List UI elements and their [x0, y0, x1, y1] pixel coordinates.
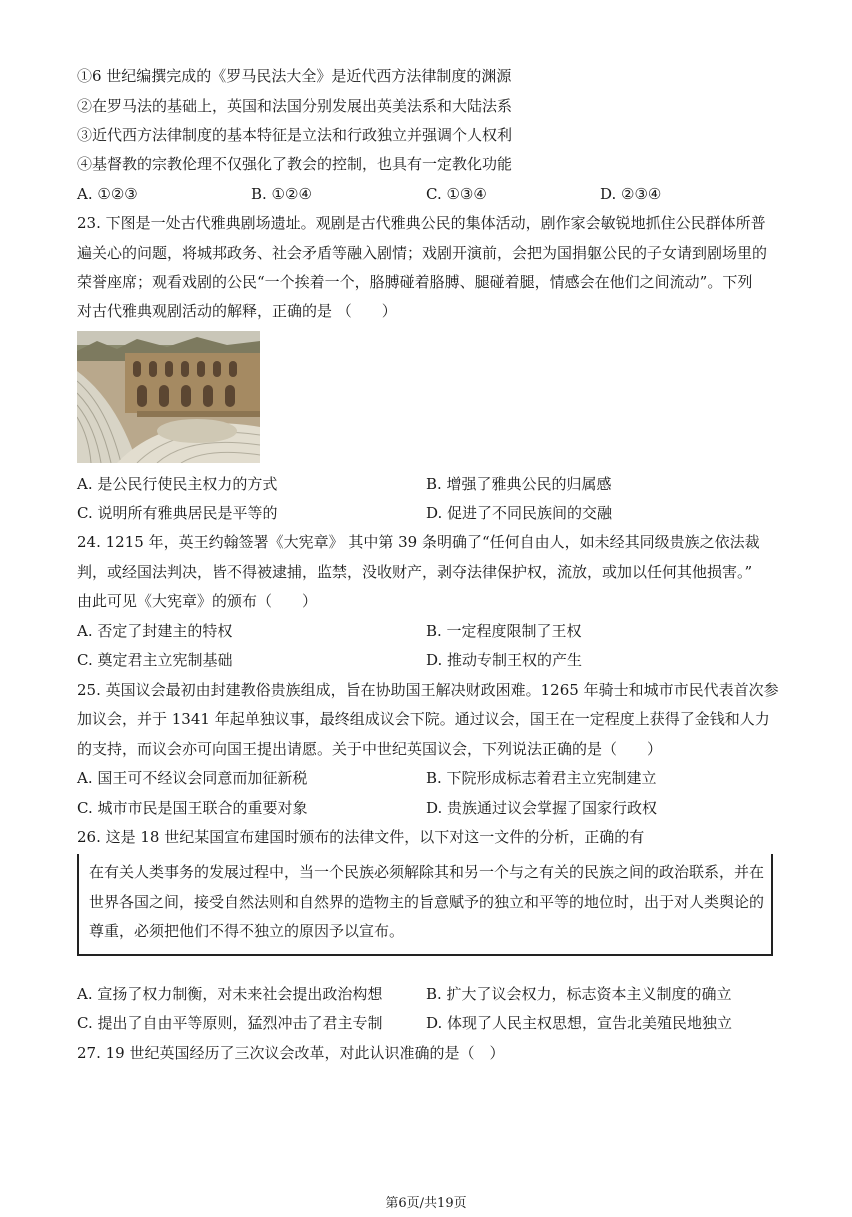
quote-box	[77, 854, 773, 956]
theater-ruins-photo	[77, 331, 260, 463]
statement-4: ④基督教的宗教伦理不仅强化了教会的控制，也具有一定教化功能	[77, 155, 513, 173]
q23-option-c: C. 说明所有雅典居民是平等的	[77, 504, 278, 522]
q23-stem-line-1: 23. 下图是一处古代雅典剧场遗址。观剧是古代雅典公民的集体活动，剧作家会敏锐地抓住公民群体所普	[77, 214, 766, 232]
q23-stem-line-4: 对古代雅典观剧活动的解释，正确的是 （ ）	[77, 302, 397, 320]
q22-option-a: A. ①②③	[77, 185, 138, 203]
q23-option-d: D. 促进了不同民族间的交融	[426, 504, 613, 522]
q24-stem-line-1: 24. 1215 年，英王约翰签署《大宪章》 其中第 39 条明确了“任何自由人，如未经其同级贵族之依法裁	[77, 533, 760, 551]
q23-option-b: B. 增强了雅典公民的归属感	[426, 475, 612, 493]
q24-option-a: A. 否定了封建主的特权	[77, 622, 233, 640]
q25-option-d: D. 贵族通过议会掌握了国家行政权	[426, 799, 658, 817]
quote-line-2: 世界各国之间，接受自然法则和自然界的造物主的旨意赋予的独立和平等的地位时，出于对人类舆论的	[89, 893, 765, 911]
q24-option-d: D. 推动专制王权的产生	[426, 651, 583, 669]
q24-option-c: C. 奠定君主立宪制基础	[77, 651, 233, 669]
q26-option-b: B. 扩大了议会权力，标志资本主义制度的确立	[426, 985, 732, 1003]
q26-option-a: A. 宣扬了权力制衡，对未来社会提出政治构想	[77, 985, 383, 1003]
q24-stem-line-2: 判，或经国法判决，皆不得被逮捕，监禁，没收财产，剥夺法律保护权，流放，或加以任何其他损害。”	[77, 563, 753, 581]
q24-option-b: B. 一定程度限制了王权	[426, 622, 582, 640]
q25-stem-line-3: 的支持，而议会亦可向国王提出请愿。关于中世纪英国议会，下列说法正确的是（ ）	[77, 740, 663, 758]
quote-line-3: 尊重，必须把他们不得不独立的原因予以宣布。	[89, 922, 405, 940]
q25-option-c: C. 城市市民是国王联合的重要对象	[77, 799, 308, 817]
q25-option-b: B. 下院形成标志着君主立宪制建立	[426, 769, 657, 787]
q27-stem: 27. 19 世纪英国经历了三次议会改革，对此认识准确的是（ ）	[77, 1044, 505, 1062]
statement-2: ②在罗马法的基础上，英国和法国分别发展出英美法系和大陆法系	[77, 97, 513, 115]
q22-option-c: C. ①③④	[426, 185, 487, 203]
q24-stem-line-3: 由此可见《大宪章》的颁布（ ）	[77, 592, 318, 610]
q26-option-d: D. 体现了人民主权思想，宣告北美殖民地独立	[426, 1014, 733, 1032]
page-number: 第6页/共19页	[385, 1196, 467, 1211]
q23-stem-line-3: 荣誉座席；观看戏剧的公民“一个挨着一个，胳膊碰着胳膊、腿碰着腿，情感会在他们之间流动”。下列	[77, 273, 753, 291]
q25-option-a: A. 国王可不经议会同意而加征新税	[77, 769, 308, 787]
q26-stem: 26. 这是 18 世纪某国宣布建国时颁布的法律文件，以下对这一文件的分析，正确的有	[77, 828, 645, 846]
q23-stem-line-2: 遍关心的问题，将城邦政务、社会矛盾等融入剧情；戏剧开演前，会把为国捐躯公民的子女请到剧场里的	[77, 244, 768, 262]
q25-stem-line-2: 加议会，并于 1341 年起单独议事，最终组成议会下院。通过议会，国王在一定程度上获得了金钱和人力	[77, 710, 770, 728]
q22-option-d: D. ②③④	[600, 185, 662, 203]
statement-3: ③近代西方法律制度的基本特征是立法和行政独立并强调个人权利	[77, 126, 513, 144]
q23-option-a: A. 是公民行使民主权力的方式	[77, 475, 278, 493]
q25-stem-line-1: 25. 英国议会最初由封建教俗贵族组成，旨在协助国王解决财政困难。1265 年骑士和城市市民代表首次参	[77, 681, 779, 699]
statement-1: ①6 世纪编撰完成的《罗马民法大全》是近代西方法律制度的渊源	[77, 67, 512, 85]
q26-option-c: C. 提出了自由平等原则，猛烈冲击了君主专制	[77, 1014, 383, 1032]
q22-option-b: B. ①②④	[251, 185, 312, 203]
quote-line-1: 在有关人类事务的发展过程中，当一个民族必须解除其和另一个与之有关的民族之间的政治联系，并在	[89, 863, 765, 881]
